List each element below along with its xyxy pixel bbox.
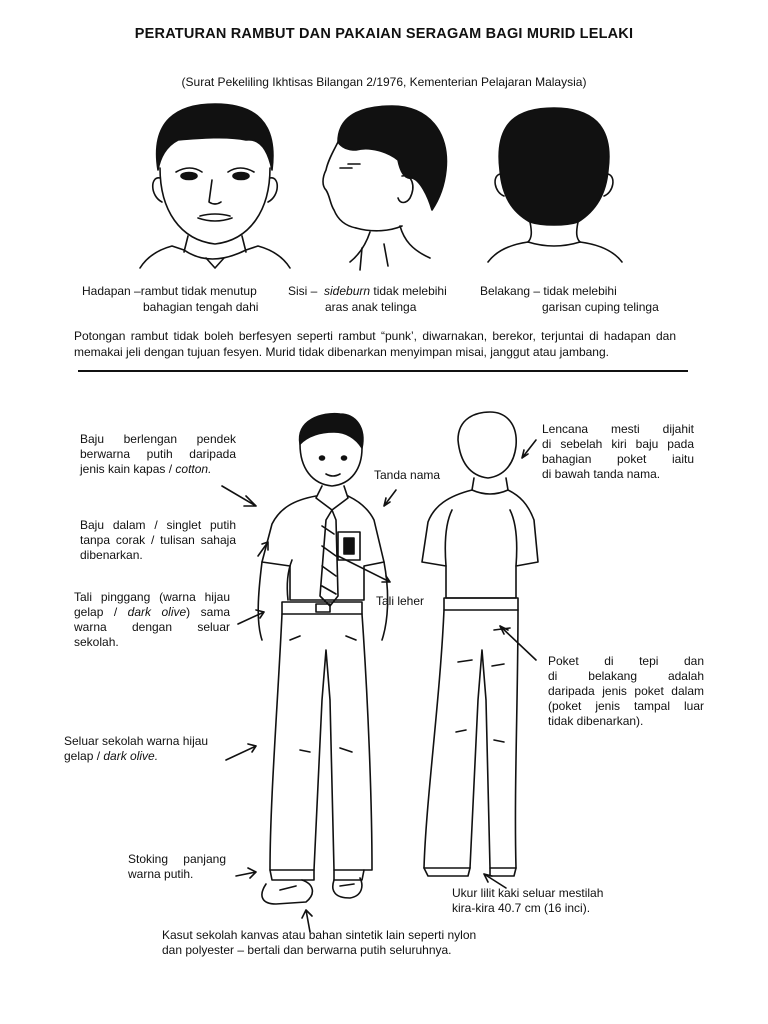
label-belt-line-2: [74, 605, 230, 620]
label-socks: [128, 852, 226, 882]
label-badge-line-1: Lencana mesti dijahit: [542, 422, 694, 436]
label-shoes-line-2: dan polyester – bertali dan berwarna putih seluruhnya.: [162, 943, 452, 957]
label-pocket-line-5: tidak dibenarkan).: [548, 714, 644, 728]
label-name-tag: Tanda nama: [374, 468, 441, 482]
label-belt-text-c: ) sama: [186, 605, 230, 619]
label-belt-line-3: warna dengan seluar: [74, 620, 230, 634]
caption-back: [480, 283, 659, 315]
label-pocket-line-3: daripada jenis poket dalam: [548, 684, 704, 698]
label-tie: Tali leher: [376, 594, 425, 608]
label-trousers-italic: dark olive.: [103, 749, 159, 763]
label-belt-text-a: gelap /: [74, 605, 128, 619]
label-badge: [542, 422, 694, 482]
caption-back-line-1: Belakang – tidak melebihi: [480, 284, 617, 298]
label-shoes-line-1: Kasut sekolah kanvas atau bahan sintetik lain seperti nylon: [162, 928, 477, 942]
label-belt-line-4: sekolah.: [74, 635, 119, 649]
caption-front-line-1: Hadapan –rambut tidak menutup: [82, 284, 257, 298]
label-singlet-line-3: dibenarkan.: [80, 548, 143, 562]
hair-rules-line-2: memakai jeli dengan tujuan fesyen. Murid tidak dibenarkan menyimpan misai, janggut atau jambang.: [74, 345, 609, 359]
label-singlet-line-2: tanpa corak / tulisan sahaja: [80, 533, 236, 547]
label-hem-line-1: Ukur lilit kaki seluar mestilah: [452, 886, 604, 900]
label-belt-italic: dark olive: [127, 605, 187, 619]
caption-side: [288, 283, 447, 315]
caption-front: [82, 283, 258, 315]
label-socks-line-1: Stoking panjang: [128, 852, 226, 866]
label-trousers: [64, 734, 208, 764]
label-trousers-text: gelap /: [64, 749, 104, 763]
label-shoes: [162, 928, 476, 958]
label-shirt: [80, 432, 236, 477]
hair-rules-paragraph: [74, 328, 676, 360]
label-pocket-line-2: di belakang adalah: [548, 669, 704, 683]
caption-back-line-2: garisan cuping telinga: [542, 300, 659, 314]
label-pocket-line-4: (poket jenis tampal luar: [548, 699, 704, 713]
label-badge-line-3: bahagian poket iaitu: [542, 452, 694, 466]
caption-side-line-2: aras anak telinga: [325, 300, 417, 314]
caption-side-prefix: Sisi –: [288, 284, 325, 298]
page-subtitle: (Surat Pekeliling Ikhtisas Bilangan 2/1976, Kementerian Pelajaran Malaysia): [181, 75, 587, 89]
front-head-illustration: [140, 104, 290, 268]
label-badge-line-4: di bawah tanda nama.: [542, 467, 661, 481]
annotation-arrows: [222, 440, 536, 932]
label-singlet-line-1: Baju dalam / singlet putih: [80, 518, 236, 532]
section-divider: [78, 370, 688, 372]
label-shirt-italic: cotton.: [175, 462, 212, 476]
caption-side-line-1: [288, 283, 447, 299]
front-body-illustration: [258, 414, 387, 904]
label-trousers-line-1: Seluar sekolah warna hijau: [64, 734, 209, 748]
label-badge-line-2: di sebelah kiri baju pada: [542, 437, 694, 451]
label-pocket-line-1: Poket di tepi dan: [548, 654, 704, 668]
page-title: PERATURAN RAMBUT DAN PAKAIAN SERAGAM BAGI MURID LELAKI: [134, 26, 634, 42]
label-trousers-line-2: [64, 749, 208, 764]
back-head-illustration: [488, 108, 622, 262]
hair-rules-line-1: Potongan rambut tidak boleh berfesyen seperti rambut “punk’, diwarnakan, berekor, terjuntai di hadapan dan: [74, 329, 676, 343]
label-hem-line-2: kira-kira 40.7 cm (16 inci).: [452, 901, 591, 915]
caption-side-italic: sideburn: [324, 284, 371, 298]
label-shirt-line-2: berwarna putih daripada: [80, 447, 236, 461]
side-head-illustration: [323, 106, 446, 270]
label-belt-line-1: Tali pinggang (warna hijau: [74, 590, 230, 604]
label-belt: [74, 590, 230, 650]
label-singlet: [80, 518, 236, 563]
label-pocket: [548, 654, 704, 729]
label-socks-line-2: warna putih.: [128, 867, 194, 881]
caption-side-suffix: tidak melebihi: [370, 284, 447, 298]
label-shirt-line-3: [80, 462, 236, 477]
label-shirt-line-1: Baju berlengan pendek: [80, 432, 236, 446]
label-shirt-text: jenis kain kapas /: [80, 462, 176, 476]
caption-front-line-2: bahagian tengah dahi: [143, 300, 259, 314]
label-hem: [452, 886, 603, 916]
